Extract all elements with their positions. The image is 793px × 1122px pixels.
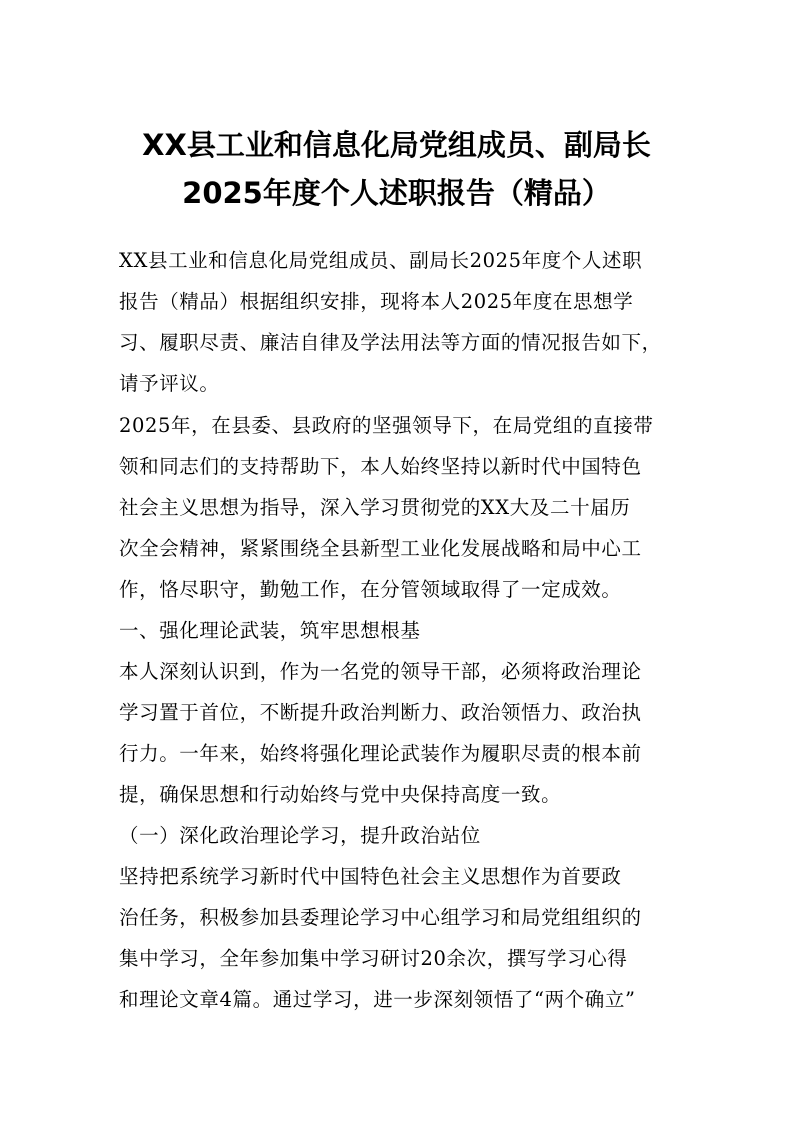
body-line: 和理论文章4篇。通过学习，进一步深刻领悟了“两个确立” xyxy=(119,988,636,1011)
body-line: 社会主义思想为指导，深入学习贯彻党的XX大及二十届历 xyxy=(119,496,631,519)
document-title-line-2: 2025年度个人述职报告（精品） xyxy=(182,176,611,210)
body-line: 请予评议。 xyxy=(119,372,220,395)
body-line: 坚持把系统学习新时代中国特色社会主义思想作为首要政 xyxy=(119,865,622,888)
body-line: 报告（精品）根据组织安排，现将本人2025年度在思想学 xyxy=(119,290,634,313)
subsection-heading: （一）深化政治理论学习，提升政治站位 xyxy=(119,824,481,847)
body-line: 习、履职尽责、廉洁自律及学法用法等方面的情况报告如下， xyxy=(119,331,662,354)
body-line: 学习置于首位，不断提升政治判断力、政治领悟力、政治执 xyxy=(119,701,642,724)
body-line: 作，恪尽职守，勤勉工作，在分管领域取得了一定成效。 xyxy=(119,578,622,601)
body-line: 次全会精神，紧紧围绕全县新型工业化发展战略和局中心工 xyxy=(119,537,642,560)
body-line: 集中学习，全年参加集中学习研讨20余次，撰写学习心得 xyxy=(119,947,628,970)
body-line: XX县工业和信息化局党组成员、副局长2025年度个人述职 xyxy=(119,249,643,272)
section-heading: 一、强化理论武装，筑牢思想根基 xyxy=(119,619,421,642)
body-line: 治任务，积极参加县委理论学习中心组学习和局党组组织的 xyxy=(119,906,642,929)
body-line: 行力。一年来，始终将强化理论武装作为履职尽责的根本前 xyxy=(119,742,642,765)
document-title-line-1: XX县工业和信息化局党组成员、副局长 xyxy=(142,128,651,162)
body-line: 2025年，在县委、县政府的坚强领导下，在局党组的直接带 xyxy=(119,414,654,437)
body-line: 本人深刻认识到，作为一名党的领导干部，必须将政治理论 xyxy=(119,660,642,683)
body-line: 提，确保思想和行动始终与党中央保持高度一致。 xyxy=(119,783,562,806)
body-line: 领和同志们的支持帮助下，本人始终坚持以新时代中国特色 xyxy=(119,455,642,478)
